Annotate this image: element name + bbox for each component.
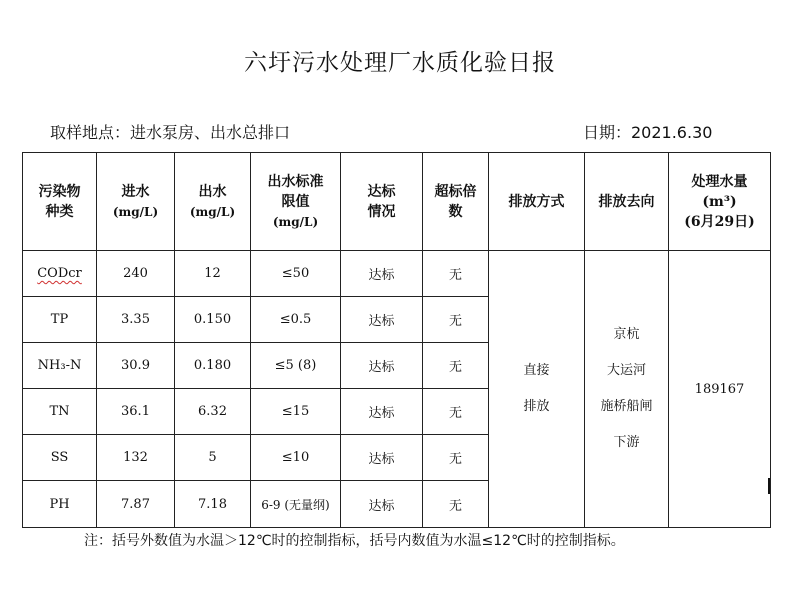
header-inflow	[97, 153, 175, 251]
sampling-location: 取样地点：进水泵房、出水总排口	[50, 123, 291, 142]
outflow-cell: 6.32	[175, 389, 251, 435]
header-limit-line1: 出水标准	[267, 173, 324, 190]
status-cell: 达标	[341, 297, 423, 343]
header-inflow-unit: (mg/L)	[112, 204, 159, 219]
limit-cell: ≤5 (8)	[251, 343, 341, 389]
exceed-cell: 无	[423, 481, 489, 528]
discharge-method-line1: 直接	[523, 363, 550, 378]
limit-cell: 6-9 (无量纲)	[251, 481, 341, 528]
param-cell: TP	[23, 297, 97, 343]
header-pollutant-line1: 污染物	[38, 183, 81, 200]
water-quality-table	[22, 152, 771, 528]
header-limit-line2: 限值	[281, 193, 310, 210]
outflow-cell: 12	[175, 251, 251, 297]
header-outflow-unit: (mg/L)	[189, 204, 236, 219]
header-outflow-label: 出水	[198, 183, 227, 200]
header-volume	[669, 153, 771, 251]
inflow-cell: 3.35	[97, 297, 175, 343]
exceed-cell: 无	[423, 343, 489, 389]
status-cell: 达标	[341, 343, 423, 389]
outflow-cell: 5	[175, 435, 251, 481]
inflow-cell: 30.9	[97, 343, 175, 389]
header-discharge-method: 排放方式	[489, 153, 585, 251]
outflow-cell: 0.150	[175, 297, 251, 343]
table-row	[23, 251, 771, 297]
param-cell: NH₃-N	[23, 343, 97, 389]
inflow-cell: 7.87	[97, 481, 175, 528]
inflow-cell: 240	[97, 251, 175, 297]
param-cell: SS	[23, 435, 97, 481]
discharge-destination-cell	[585, 251, 669, 528]
report-date: 日期：2021.6.30	[583, 123, 713, 142]
exceed-cell: 无	[423, 251, 489, 297]
header-exceed	[423, 153, 489, 251]
limit-cell: ≤10	[251, 435, 341, 481]
header-compliance	[341, 153, 423, 251]
status-cell: 达标	[341, 435, 423, 481]
discharge-method-line2: 排放	[523, 399, 550, 414]
exceed-cell: 无	[423, 435, 489, 481]
header-pollutant	[23, 153, 97, 251]
status-cell: 达标	[341, 251, 423, 297]
discharge-dest-line1: 京杭	[613, 327, 640, 342]
status-cell: 达标	[341, 481, 423, 528]
discharge-dest-line2: 大运河	[606, 363, 646, 378]
inflow-cell: 36.1	[97, 389, 175, 435]
inflow-cell: 132	[97, 435, 175, 481]
border-mark	[768, 478, 770, 494]
discharge-dest-line4: 下游	[613, 435, 640, 450]
status-cell: 达标	[341, 389, 423, 435]
header-inflow-label: 进水	[121, 183, 150, 200]
param-cell: TN	[23, 389, 97, 435]
header-exceed-line1: 超标倍	[434, 183, 477, 200]
param-name: CODcr	[37, 266, 82, 281]
header-volume-line1: 处理水量	[691, 173, 748, 190]
header-limit	[251, 153, 341, 251]
header-limit-unit: (mg/L)	[272, 214, 319, 229]
header-volume-unit: (m³)	[702, 193, 737, 210]
limit-cell: ≤15	[251, 389, 341, 435]
param-cell	[23, 251, 97, 297]
header-pollutant-line2: 种类	[45, 203, 74, 220]
header-volume-date: (6月29日)	[684, 213, 755, 230]
header-compliance-line1: 达标	[367, 183, 396, 200]
limit-cell: ≤50	[251, 251, 341, 297]
report-title: 六圩污水处理厂水质化验日报	[244, 50, 556, 76]
exceed-cell: 无	[423, 389, 489, 435]
header-outflow	[175, 153, 251, 251]
outflow-cell: 7.18	[175, 481, 251, 528]
footnote: 注：括号外数值为水温＞12℃时的控制指标，括号内数值为水温≤12℃时的控制指标。	[84, 533, 625, 549]
discharge-method-cell	[489, 251, 585, 528]
outflow-cell: 0.180	[175, 343, 251, 389]
limit-cell: ≤0.5	[251, 297, 341, 343]
param-cell: PH	[23, 481, 97, 528]
header-discharge-destination: 排放去向	[585, 153, 669, 251]
header-compliance-line2: 情况	[367, 203, 396, 220]
discharge-dest-line3: 施桥船闸	[600, 399, 653, 414]
exceed-cell: 无	[423, 297, 489, 343]
treated-volume-cell: 189167	[669, 251, 771, 528]
header-row	[23, 153, 771, 251]
header-exceed-line2: 数	[448, 203, 463, 220]
